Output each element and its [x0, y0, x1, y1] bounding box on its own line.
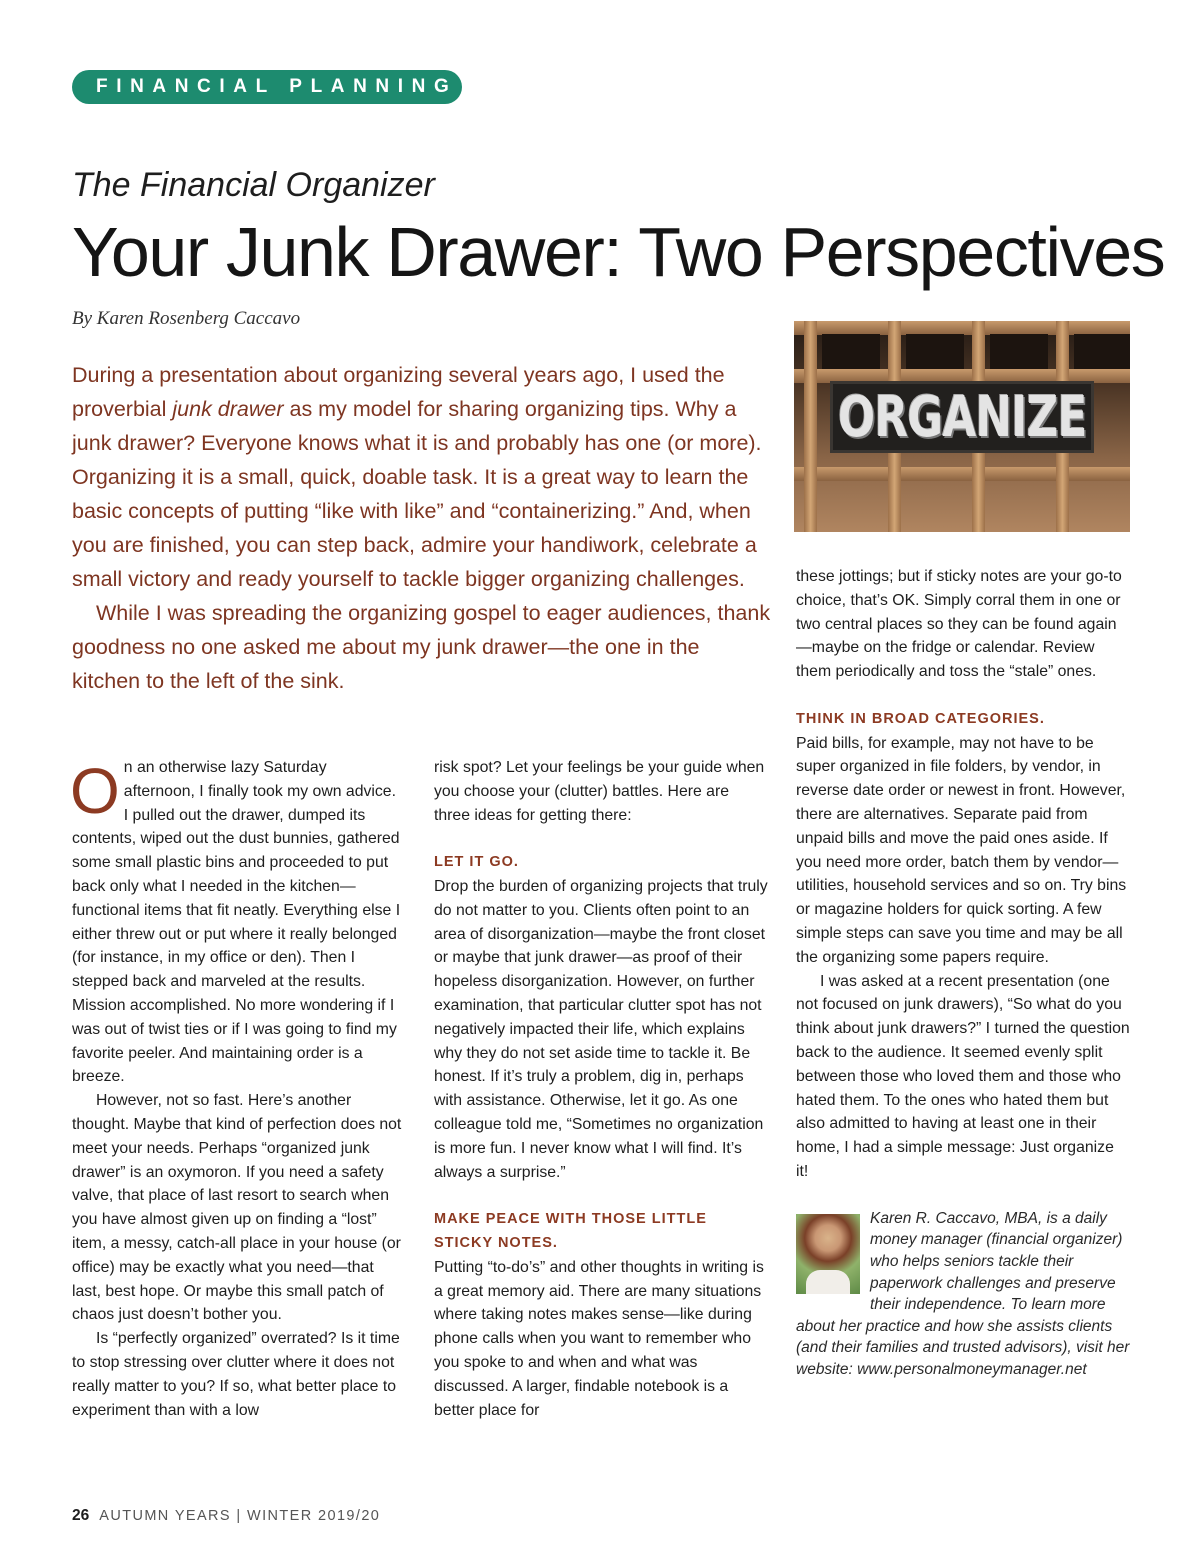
organize-photo — [794, 321, 1130, 532]
author-portrait — [796, 1214, 860, 1294]
photo-post — [804, 321, 817, 532]
body-paragraph: Paid bills, for example, may not have to be super organized in file folders, by vendor, in reverse date order or newest in front. However, there are alternatives. Separate paid from unpaid bills and move the paid ones aside. If you need more order, batch them by vendor—utilities, household services and so on. Try bins or magazine holders for quick sorting. A few simple steps can save you time and may be all the organizing some papers require. — [796, 734, 1127, 966]
body-paragraph: I was asked at a recent presentation (one not focused on junk drawers), “So what do you think about junk drawers?” I turned the question back to the audience. It seemed evenly split between those who loved them and those who hated them. To the ones who hated them but also admitted to having at least one in their home, I had a simple message: Just organize it! — [796, 972, 1130, 1180]
photo-slot — [822, 334, 880, 370]
article-deck — [72, 358, 772, 698]
publication-name: AUTUMN YEARS | WINTER 2019/20 — [99, 1508, 381, 1524]
photo-word: ORGANIZE — [837, 384, 1087, 450]
body-paragraph: On an otherwise lazy Saturday afternoon, I finally took my own advice. I pulled out the drawer, dumped its contents, wiped out the dust bunnies, gathered some small plastic bins and proceeded to put back only what I needed in the kitchen—functional items that fit neatly. Everything else I either threw out or put where it really belonged (for instance, in my office or den). Then I stepped back and marveled at the results. Mission accomplished. No more wondering if I was out of twist ties or if I was going to find my favorite peeler. And maintaining order is a breeze. — [70, 755, 401, 1086]
page-footer — [72, 1507, 380, 1525]
subhead-let-it-go: LET IT GO. — [434, 854, 519, 871]
photo-letter-tiles — [830, 381, 1094, 453]
body-column-1 — [72, 756, 402, 1422]
subhead-broad-categories: THINK IN BROAD CATEGORIES. — [796, 710, 1045, 727]
author-bio — [796, 1208, 1130, 1381]
page-number: 26 — [72, 1507, 90, 1524]
body-column-3 — [796, 565, 1130, 1380]
portrait-shirt — [806, 1270, 850, 1294]
photo-slot — [1074, 334, 1130, 370]
body-paragraph: Putting “to-do’s” and other thoughts in writing is a great memory aid. There are many situations where taking notes makes sense—like during phone calls when you want to remember who you spoke to and when and what was discussed. A larger, findable notebook is a better place for — [434, 1258, 764, 1419]
deck-paragraph-2: While I was spreading the organizing gospel to eager audiences, thank goodness no one asked me about my junk drawer—the one in the kitchen to the left of the sink. — [72, 601, 771, 693]
article-headline: Your Junk Drawer: Two Perspectives — [72, 213, 1165, 291]
photo-shelf-top — [794, 321, 1130, 335]
body-paragraph: these jottings; but if sticky notes are your go-to choice, that’s OK. Simply corral them in one or two central places so they can be found again—maybe on the fridge or calendar. Review them periodically and toss the “stale” ones. — [796, 568, 1122, 681]
author-bio-text: Karen R. Caccavo, MBA, is a daily money manager (financial organizer) who helps seniors tackle their paperwork challenges and preserve their independence. To learn more about her practice and how she assists clients (and their families and trusted advisors), visit her website: www.personalmoneymanager.net — [796, 1209, 1130, 1378]
photo-shelf-bottom — [794, 467, 1130, 481]
body-column-2 — [434, 756, 768, 1422]
byline: By Karen Rosenberg Caccavo — [72, 308, 301, 329]
subhead-sticky-notes: MAKE PEACE WITH THOSE LITTLE STICKY NOTES. — [434, 1211, 707, 1251]
body-paragraph: Is “perfectly organized” overrated? Is it time to stop stressing over clutter where it does not really matter to you? If so, what better place to experiment than with a low — [72, 1330, 400, 1419]
body-paragraph: risk spot? Let your feelings be your guide when you choose your (clutter) battles. Here are three ideas for getting there: — [434, 759, 765, 824]
photo-slot — [990, 334, 1048, 370]
drop-cap: O — [70, 755, 120, 827]
deck-paragraph-1: During a presentation about organizing several years ago, I used the proverbial junk drawer as my model for sharing organizing tips. Why a junk drawer? Everyone knows what it is and probably has one (or more). Organizing it is a small, quick, doable task. It is a great way to learn the basic concepts of putting “like with like” and “containerizing.” And, when you are finished, you can step back, admire your handiwork, celebrate a small victory and ready yourself to tackle bigger organizing challenges. — [72, 363, 762, 591]
body-paragraph: However, not so fast. Here’s another thought. Maybe that kind of perfection does not meet your needs. Perhaps “organized junk drawer” is an oxymoron. If you need a safety valve, that place of last resort to search when you have almost given up on finding a “lost” item, a messy, catch-all place in your house (or office) may be exactly what you need—that last, best hope. Or maybe this small patch of chaos just doesn’t bother you. — [72, 1092, 402, 1324]
section-label: FINANCIAL PLANNING — [72, 70, 462, 104]
body-paragraph: Drop the burden of organizing projects that truly do not matter to you. Clients often point to an area of disorganization—maybe the front closet or maybe that junk drawer—as proof of their hopeless disorganization. However, on further examination, that particular clutter spot has not negatively impacted their life, which explains why they do not set aside time to tackle it. Be honest. If it’s truly a problem, dig in, perhaps with assistance. Otherwise, let it go. As one colleague told me, “Sometimes no organization is more fun. I never know what I will find. It’s always a surprise.” — [434, 877, 768, 1181]
photo-slot — [906, 334, 964, 370]
deck-emphasis: junk drawer — [172, 397, 284, 421]
column-kicker: The Financial Organizer — [72, 166, 435, 204]
